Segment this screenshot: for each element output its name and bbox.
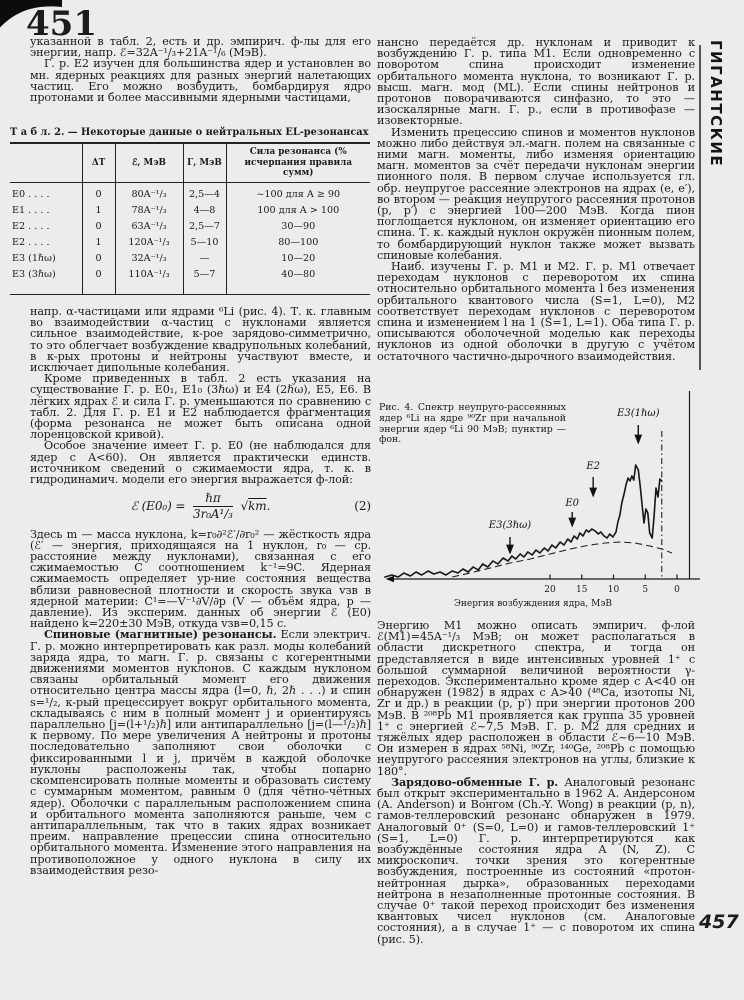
table-cell: 1 (82, 202, 115, 218)
table-cell: 100 для A > 100 (226, 202, 370, 218)
figure-4-caption: Рис. 4. Спектр неупруго-рассеянных ядер ⁶Li на ядре ⁹⁰Zr при начальной энергии ядер ⁶Li 90 МэВ; пунктир — фон. (379, 402, 566, 446)
paragraph: Если электрич. Г. р. можно интерпретировать как разл. моды колебаний заряда ядра, то магн. Г. р. связаны с когерентными движениями моментов нуклонов. С каждым нуклоном связаны орбитальный момент его движения относительно центра массы ядра (l=0, ℏ, 2ℏ . . .) и спин s=¹/₂, к-рый прецессирует вокруг орбитального момента, складываясь с ним в полный момент j и ориентируясь параллельно [j=(l+¹/₂)ℏ] или антипараллельно [j=(l—¹/₂)ℏ] к первому. По мере увеличения A нейтроны и протоны последовательно заполняют свои оболочки с фиксированными l и j, причём в каждой оболочке нуклоны расположены так, чтобы попарно скомпенсировать полные моменты и образовать систему с суммарным моментом, равным 0 (для чётно-чётных ядер). Оболочки с параллельным расположением спина и орбитального момента заполняются раньше, чем с антипараллельным, так что в таких ядрах возникает преим. направление прецессии спина относительно орбитального момента. Изменение этого направления на противоположное у одного нуклона в силу их взаимодействия резо- (30, 628, 371, 877)
table-header-cell: Сила резонанса (% исчерпания правила сумм) (226, 143, 370, 182)
x-axis-ticks (544, 575, 680, 596)
formula-numerator: ℏπ (193, 492, 233, 507)
section-heading: Спиновые (магнитные) резонансы. (44, 627, 277, 642)
formula-2: ℰ (E0₀) = $\frac{\text{ℏπ}}{\text{3r₀A¹/₃}}$ √km. (2) (130, 491, 371, 522)
chart-annotation-label: E2 (586, 461, 601, 472)
table-cell: E1 . . . . (12, 204, 50, 216)
left-column-top (30, 36, 371, 103)
table-cell: 30—90 (226, 218, 370, 234)
paragraph: Изменить прецессию спинов и моментов нуклонов можно либо действуя эл.-магн. полем на связанные с ними магн. моменты, либо изменяя ориентацию магн. моментов за счёт передачи нуклонам энергии пионного поля. В первом случае используется гл. обр. неупругое рассеяние электронов на ядрах (e, e′), во втором — реакция неупругого рассеяния протонов (p, p′) с энергией 100—200 МэВ. Когда пион поглощается нуклоном, он изменяет ориентацию его спина. Т. к. каждый нуклон окружён пионным полем, то бомбардирующий нуклон также может вызвать спиновые колебания. (377, 125, 695, 262)
table-cell: E3 (1ℏω) (12, 252, 56, 264)
radical-sign: √ (240, 499, 249, 514)
table-cell: E0 . . . . (12, 188, 50, 200)
table-cell: 5—10 (183, 234, 226, 250)
paragraph-charge (377, 774, 695, 946)
paragraph: Г. р. E2 изучен для большинства ядер и установлен во мн. ядерных реакциях для разных энергий налетающих частиц. Его можно возбудить, бомбардируя ядро протонами и более массивными ядерными частицами, (30, 57, 371, 105)
table-cell: 80—100 (226, 234, 370, 250)
table-row (10, 182, 370, 202)
table-header-cell: ℰ, МэВ (115, 143, 183, 182)
margin-rule (699, 45, 701, 370)
chart-annotation-label: E3(3ℏω) (488, 520, 532, 531)
background-line (452, 542, 672, 577)
table-cell: E2 . . . . (12, 236, 50, 248)
table-row (10, 202, 370, 218)
right-column-top (377, 37, 695, 362)
x-axis-title: Энергия возбуждения ядра, МэВ (454, 599, 612, 609)
table-header-cell: ΔT (82, 143, 115, 182)
formula-radicand: km (248, 499, 267, 514)
table-row (10, 218, 370, 234)
table-cell: E3 (3ℏω) (12, 268, 56, 280)
table-title: Т а б л. 2. — Некоторые данные о нейтральных EL-резонансах (10, 127, 369, 138)
chart-annotation-label: E0 (565, 498, 580, 509)
table-cell: 32A⁻¹/₃ (115, 250, 183, 266)
paragraph: указанной в табл. 2, есть и др. эмпирич. ф-лы для его энергии, напр. ℰ=32A⁻¹/₃+21A⁻¹/₆ (МэВ). (30, 35, 371, 60)
table-cell: 80A⁻¹/₃ (115, 182, 183, 202)
table-cell: ~100 для A ≥ 90 (226, 182, 370, 202)
x-tick-label: 0 (674, 585, 680, 595)
table-cell: 63A⁻¹/₃ (115, 218, 183, 234)
x-tick-label: 20 (544, 585, 556, 595)
formula-denominator: 3r₀A¹/₃ (193, 507, 233, 522)
table-cell: 0 (82, 266, 115, 294)
table-row (10, 266, 370, 294)
right-column-bottom (377, 620, 695, 945)
paragraph-spin (30, 629, 371, 875)
table-cell: 2,5—7 (183, 218, 226, 234)
table-cell: 0 (82, 218, 115, 234)
paragraph: напр. α-частицами или ядрами ⁶Li (рис. 4). Т. к. главным во взаимодействии α-частиц с нуклонами является сильное взаимодействие, к-рое зарядово-симметрично, то это облегчает возбуждение квадрупольных колебаний, в к-рых протоны и нейтроны участвуют вместе, и исключает дипольные колебания. (30, 305, 371, 375)
table-cell: 2,5—4 (183, 182, 226, 202)
table-cell: 110A⁻¹/₃ (115, 266, 183, 294)
table-cell: 78A⁻¹/₃ (115, 202, 183, 218)
x-tick-label: 15 (576, 585, 588, 595)
left-column-main (30, 306, 371, 876)
table-cell: — (183, 250, 226, 266)
table-cell: 0 (82, 250, 115, 266)
table-cell: E2 . . . . (12, 220, 50, 232)
table-cell: 120A⁻¹/₃ (115, 234, 183, 250)
table-cell: 10—20 (226, 250, 370, 266)
x-tick-label: 10 (607, 585, 620, 595)
page-number-left: 451 (26, 4, 97, 44)
table-cell: 1 (82, 234, 115, 250)
chart-annotation-label: E3(1ℏω) (617, 408, 660, 419)
paragraph: нансно передаётся др. нуклонам и приводит к возбуждению Г. р. типа M1. Если одновременно с поворотом спина происходит изменение орбитального момента нуклона, то возникают Г. р. высш. магн. мод (ML). Если спины нейтронов и протонов поворачиваются синфазно, то это — изоскалярные магн. Г. р., если в противофазе — изовекторные. (377, 36, 695, 128)
resonance-data-table (10, 142, 370, 295)
resonance-table (10, 127, 370, 295)
table-header (10, 143, 370, 182)
paragraph: Особое значение имеет Г. р. E0 (не наблюдался для ядер с A<60). Он является практически единств. источником сведений о сжимаемости ядра, т. к. в гидродинамич. модели его энергия выражается ф-лой: (30, 439, 371, 487)
formula-fraction (193, 492, 233, 521)
x-tick-label: 5 (642, 585, 649, 595)
paragraph: Энергию M1 можно описать эмпирич. ф-лой ℰ(M1)=45A⁻¹/₃ МэВ; он может располагаться в области дискретного спектра, и тогда он представляется в виде интенсивных уровней 1⁺ с большой суммарной величиной вероятности γ-переходов. Экспериментально кроме ядер с A<40 он обнаружен (1982) в ядрах с A>40 (⁴⁸Ca, изотопы Ni, Zr и др.) в реакции (p, p′) при энергии протонов 200 МэВ. В ²⁰⁸Pb M1 проявляется как группа 35 уровней 1⁺ с энергией ℰ~7,5 МэВ. Г. р. M2 для средних и тяжёлых ядер расположен в области ℰ~6—10 МэВ. Он измерен в ядрах ⁵⁸Ni, ⁹⁰Zr, ¹⁴⁰Ge, ²⁰⁸Pb с помощью неупругого рассеяния электронов на углы, близкие к 180°. (377, 619, 695, 778)
table-cell: 0 (82, 182, 115, 202)
table-row (10, 234, 370, 250)
page-number-right: 457 (699, 911, 739, 933)
paragraph: Здесь m — масса нуклона, k=r₀∂²ℰ′/∂r₀² — жёсткость ядра (ℰ′ — энергия, приходящаяся на 1 нуклон, r₀ — ср. расстояние между нуклонами), связанная с его сжимаемостью C соотношением k⁻¹=9C. Ядерная сжимаемость определяет ур-ние состояния вещества вблизи равновесной плотности и скорость звука vзв в ядерной материи: C¹=—V⁻¹∂V/∂p (V — объём ядра, p — давление). Из эксперим. данных об энергии ℰ (E0) найдено k=220±30 МэВ, откуда vзв=0,15 c. (30, 527, 371, 631)
table-cell: 4—8 (183, 202, 226, 218)
table-row (10, 250, 370, 266)
paragraph: Кроме приведенных в табл. 2 есть указания на существование Г. р. E0₁, E1₀ (3ℏω) и E4 (2ℏω), E5, E6. В лёгких ядрах ℰ и сила Г. р. уменьшаются по сравнению с табл. 2. Для Г. р. E1 и E2 наблюдается фрагментация (форма резонанса не может быть описана одной лоренцовской кривой). (30, 372, 371, 442)
table-cell: 40—80 (226, 266, 370, 294)
section-heading: Зарядово-обменные Г. р. (391, 774, 559, 789)
paragraph: Наиб. изучены Г. р. M1 и M2. Г. р. M1 отвечает переходам нуклонов с переворотом их спина относительно орбитального момента l без изменения орбитального квантового числа (S=1, L=0), M2 соответствует переходам нуклонов с переворотом спина и изменением l на 1 (S=1, L=1). Оба типа Г. р. описываются оболочечной моделью как переходы нуклонов из одной оболочки в другую с учётом остаточного частично-дырочного взаимодействия. (377, 260, 695, 363)
table-header-cell (10, 143, 82, 182)
formula-lead: ℰ (E0₀) = (130, 499, 186, 514)
table-header-cell: Г, МэВ (183, 143, 226, 182)
table-cell: 5—7 (183, 266, 226, 294)
paragraph: Аналоговый резонанс был открыт экспериментально в 1962 А. Андерсоном (A. Anderson) и Вонгом (Ch.-Y. Wong) в реакции (p, n), гамов-теллеровский резонанс обнаружен в 1979. Аналоговый 0⁺ (S=0, L=0) и гамов-теллеровский 1⁺ (S=1, L=0) Г. р. интерпретируются как возбуждённые состояния ядра A (N, Z). С микроскопич. точки зрения это когерентные возбуждения, построенные из состояний «протон-нейтронная дырка», образованных переходами нейтрона в незаполненные протонные состояния. В случае 0⁺ такой переход происходит без изменения квантовых чисел нуклонов (см. Аналоговые состояния), а в случае 1⁺ — с поворотом их спина (рис. 5). (377, 775, 695, 946)
resonance-table-body (10, 182, 370, 294)
equation-number: (2) (354, 499, 371, 514)
running-head: ГИГАНТСКИЕ (707, 40, 725, 168)
